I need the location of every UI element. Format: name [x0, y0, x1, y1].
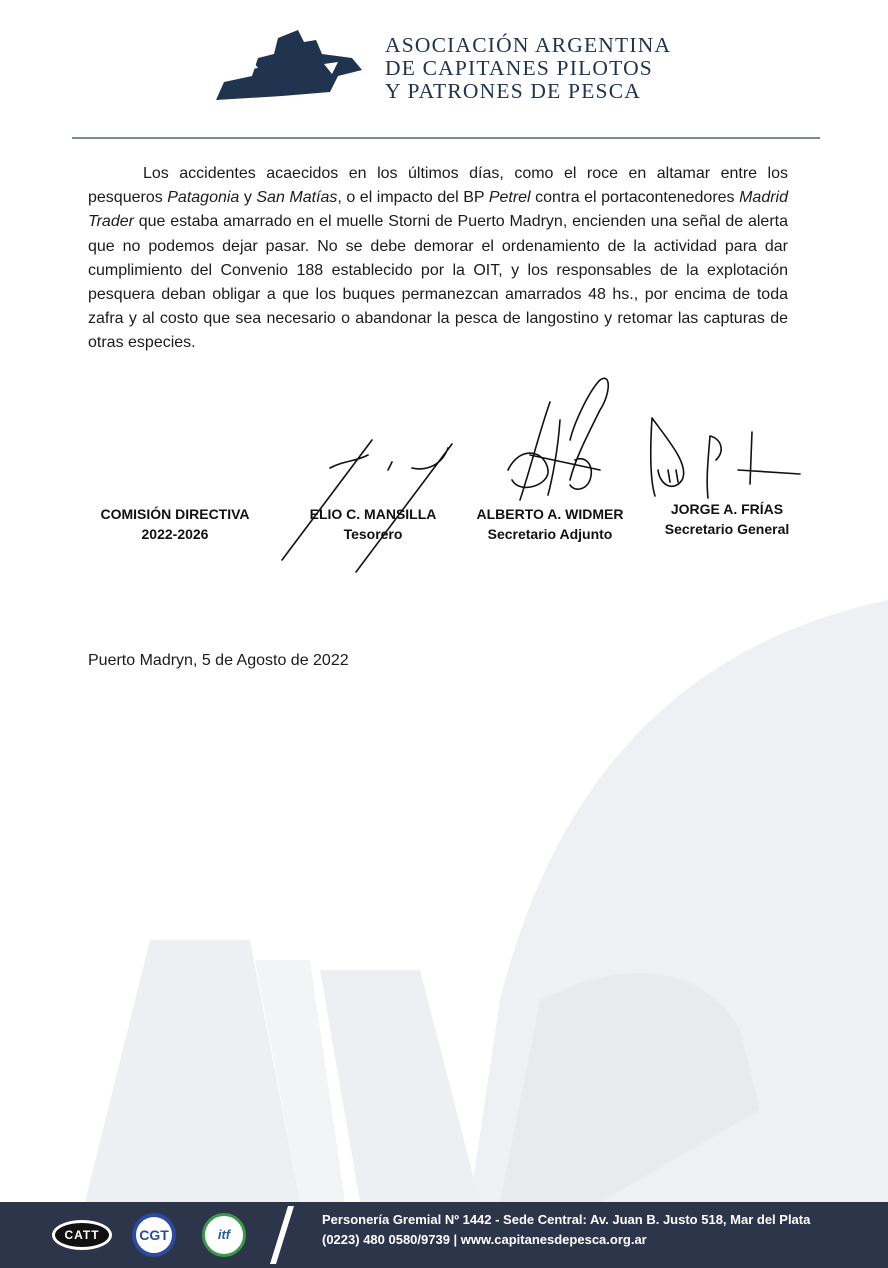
- association-ship-logo: [212, 24, 372, 104]
- vessel-san-matias: San Matías: [256, 189, 338, 207]
- signer-role-mansilla: Tesorero: [343, 526, 403, 542]
- footer-bar: [0, 1202, 888, 1268]
- body-text-2: y: [239, 189, 257, 207]
- body-text-3: , o el impacto del BP: [337, 189, 489, 207]
- header-divider: [72, 137, 820, 139]
- footer-registration-address: Personería Gremial Nº 1442 - Sede Central: Av. Juan B. Justo 518, Mar del Plata: [322, 1212, 811, 1227]
- vessel-patagonia: Patagonia: [167, 189, 240, 207]
- footer-slash-divider: [262, 1202, 302, 1268]
- signer-role-widmer: Secretario Adjunto: [487, 526, 613, 542]
- signature-block-mansilla: [293, 504, 453, 544]
- committee-period: 2022-2026: [141, 526, 209, 542]
- org-name-line-1: ASOCIACIÓN ARGENTINA: [385, 33, 672, 57]
- body-text-4: contra el portacontenedores: [530, 189, 740, 207]
- body-text-5: que estaba amarrado en el muelle Storni de Puerto Madryn, encienden una señal de alerta que no podemos dejar pasar. No se debe demorar el ordenamiento de la actividad para dar cumplimiento del Convenio 188 establecido por la OIT, y los responsables de la explotación pesquera deban obligar a que los buques permanezcan amarrados 48 hs., por encima de toda zafra y al costo que sea necesario o abandonar la pesca de langostino y retomar las capturas de otras especies.: [88, 213, 788, 352]
- org-name-line-2: DE CAPITANES PILOTOS: [385, 56, 653, 80]
- letter-body: [88, 162, 788, 356]
- signature-block-widmer: [470, 504, 630, 544]
- signature-block-frias: [652, 499, 802, 539]
- itf-logo-text: itf: [217, 1227, 231, 1242]
- committee-label: [84, 504, 266, 544]
- catt-logo-text: CATT: [64, 1228, 100, 1242]
- catt-logo: [52, 1220, 112, 1250]
- org-name-line-3: Y PATRONES DE PESCA: [385, 79, 641, 103]
- signer-role-frias: Secretario General: [664, 521, 790, 537]
- footer-phone-website: (0223) 480 0580/9739 | www.capitanesdepesca.org.ar: [322, 1232, 647, 1247]
- body-text-1: Los accidentes acaecidos en los últimos días, como el roce en altamar entre los pesqueros: [88, 165, 788, 207]
- signer-name-widmer: ALBERTO A. WIDMER: [476, 506, 624, 522]
- signer-name-frias: JORGE A. FRÍAS: [670, 501, 784, 517]
- place-and-date: Puerto Madryn, 5 de Agosto de 2022: [88, 652, 349, 669]
- vessel-petrel: Petrel: [488, 189, 531, 207]
- cgt-logo: [132, 1213, 176, 1257]
- vessel-madrid-trader: Madrid Trader: [88, 189, 788, 231]
- footer-contact: [322, 1210, 810, 1250]
- committee-title: COMISIÓN DIRECTIVA: [100, 506, 250, 522]
- letter-paragraph: [88, 162, 788, 356]
- cgt-logo-text: CGT: [139, 1227, 169, 1243]
- itf-logo: [202, 1213, 246, 1257]
- signer-name-mansilla: ELIO C. MANSILLA: [309, 506, 437, 522]
- organization-name: [385, 34, 671, 103]
